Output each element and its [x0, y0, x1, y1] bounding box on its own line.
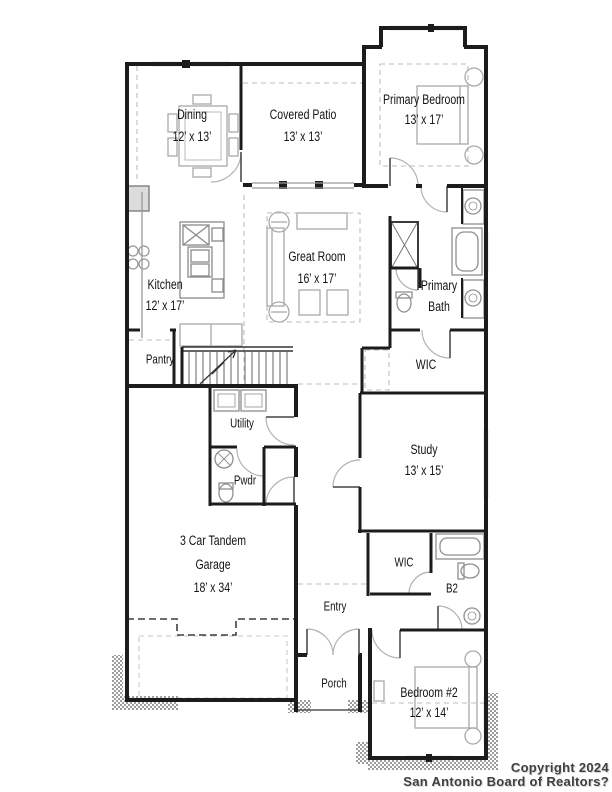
bath2-fixtures: [436, 534, 484, 624]
label-primary-bath-line1: Primary: [420, 277, 458, 293]
label-great-room-dims: 16’ x 17’: [297, 270, 337, 286]
label-garage-line1: 3 Car Tandem: [180, 532, 246, 548]
label-garage-line2: Garage: [195, 556, 231, 572]
buffet-cabinet: [180, 324, 242, 346]
label-bedroom2-name: Bedroom #2: [400, 684, 458, 700]
label-pantry: Pantry: [145, 352, 175, 367]
label-wic-primary: WIC: [415, 356, 437, 372]
label-study-name: Study: [410, 441, 438, 457]
copyright-notice: [403, 761, 609, 788]
kitchen-island: [180, 222, 224, 298]
label-dining-name: Dining: [177, 106, 207, 122]
label-kitchen-dims: 12’ x 17’: [145, 297, 185, 313]
great-room-furniture: [267, 212, 348, 322]
label-covered-patio-name: Covered Patio: [269, 106, 337, 122]
stairs: [182, 347, 293, 386]
label-pwdr: Pwdr: [233, 473, 257, 488]
label-primary-bath-line2: Bath: [428, 298, 450, 314]
label-utility: Utility: [230, 416, 254, 431]
label-porch: Porch: [321, 676, 347, 691]
utility-washer-dryer: [214, 390, 266, 411]
label-primary-bedroom-name: Primary Bedroom: [383, 91, 465, 107]
copyright-line2: San Antonio Board of Realtors?: [403, 773, 609, 789]
powder-fixtures: [215, 450, 233, 502]
garage-door-dashed: [127, 619, 294, 635]
label-wic-hall: WIC: [394, 555, 414, 570]
fixtures: [128, 68, 484, 744]
copyright-line1: Copyright 2024: [510, 760, 609, 775]
label-garage-dims: 18’ x 34’: [193, 579, 233, 595]
kitchen-counter-cooktop: [128, 192, 149, 338]
label-great-room-name: Great Room: [288, 248, 346, 264]
label-study-dims: 13’ x 15’: [404, 462, 444, 478]
label-dining-dims: 12’ x 13’: [172, 128, 212, 144]
door-arcs: [211, 152, 462, 658]
label-covered-patio-dims: 13’ x 13’: [283, 128, 323, 144]
fridge-alcove: [128, 186, 149, 211]
label-bath2: B2: [446, 581, 458, 596]
label-primary-bedroom-dims: 13’ x 17’: [404, 111, 444, 127]
label-kitchen-name: Kitchen: [147, 276, 183, 292]
label-entry: Entry: [323, 599, 347, 614]
label-bedroom2-dims: 12’ x 14’: [409, 704, 449, 720]
